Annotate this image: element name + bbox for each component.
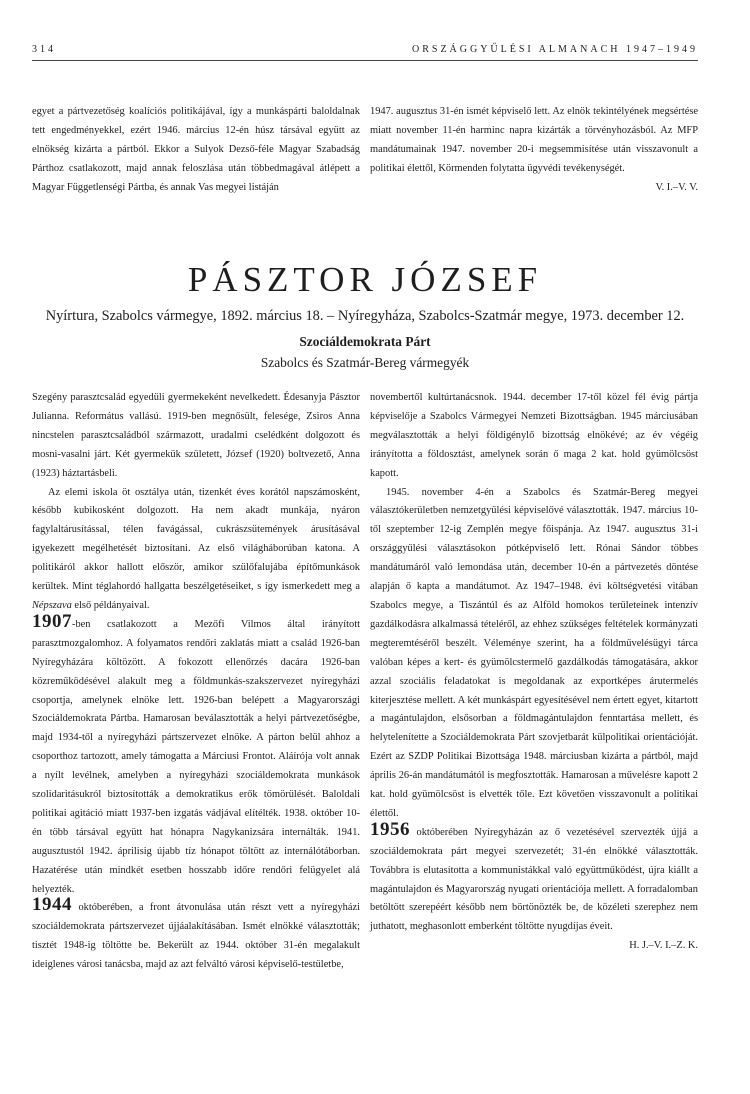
prev-entry-left-text: egyet a pártvezetőség koalíciós politikájával, így a munkáspárti baloldalnak tett engedményekkel, ezért 1946. március 12-én húsz társával együtt az elnökség kizárta a pártból. Ekkor a Sulyok Dezső-féle Magyar Szabadság Párthoz csatlakozott, majd annak feloszlása után többedmagával átlépett a Magyar Függetlenségi Pártba, és annak Vas megyei listáján [32,106,360,193]
entry-paragraph-early-life [32,484,360,616]
entry-party: Szociáldemokrata Párt [299,334,431,349]
prev-entry-right-column [370,103,698,198]
entry-paragraph-1945: 1945. november 4-én a Szabolcs és Szatmár-Bereg megyei választókerületben nemzetgyűlési képviselővé választották. 1947. március 10-től szeptember 12-ig Zemplén megye főispánja. Az 1947. augusztus 31-i országgyűlési választásokon pótképviselő lett. Rónai Sándor többes mandátumáról való lemondása után, december 10-én a pártvezetés döntése alapján ő kapta a mandátumot. Az 1947–1948. évi költségvetési vitában Szabolcs megye, a Tiszántúl és az Alföld homokos területeinek intenzív gazdálkodásra alkalmassá tételéről, az ehhez szükséges feltételek kormányzati megteremtéséről beszélt. Véleménye szerint, ha a földművelésügyi tárca valóban képes a kert- és gyümölcstermelő gazdálkodás támogatására, akkor azzal szociális feladatokat is megoldanak az exportképes árutermelés kiterjesztése mellett. A két munkáspárt egyesítésével nem értett egyet, kitartott a magántulajdon, elsősorban a földmagántulajdon fenntartása mellett, és helytelenítette a Szociáldemokrata Párt szovjetbarát külpolitikai orientációját. Ezért az SZDP Politikai Bizottsága 1948. márciusban kizárta a pártból, majd április 26-án mandátumától is megfosztották. Hamarosan a művelésre kapott 2 kat. hold gyümölcsöst is elvették tőle. Ezt követően visszavonult a politikai élettől. [370,486,698,819]
early-life-text: Az elemi iskola öt osztálya után, tizenkét éves korától napszámosként, később kubikosként dolgozott. Ha nem akadt munkája, nyáron fagylaltárusítással, télen favágással, cukrászsütemények árusításával igyekezett megélhetését biztosítani. Az első világháborúban katona. A politikáról akkor hallott először, amikor szülőfalujába építőmunkások kerültek. Mint téglahordó hallgatta beszélgetéseiket, s így ismerkedett meg a [32,486,360,593]
entry-paragraph-family: Szegény parasztcsalád egyedüli gyermekeként nevelkedett. Édesanyja Pásztor Julianna. Református vallású. 1919-ben megnősült, felesége, Zsiros Anna nincstelen parasztcsaládból származott, uradalmi cselédként dolgozott és mosni-vasalni járt. Két gyermekük született, József (1920) boltvezető, Anna (1923) háztartásbeli. [32,392,360,479]
entry-name: PÁSZTOR JÓZSEF [187,260,543,299]
entry-right-column [370,389,698,956]
text-1944: októberében, a front átvonulása után részt vett a nyíregyházi szociáldemokrata pártszervezet újjáalakításában. Ismét elnökké választották; tisztét 1948-ig töltötte be. Bekerült az 1944. október 31-én megalakult ideiglenes városi tanácsba, majd az azt felváltó városi képviselő-testületbe, [32,902,360,971]
entry-paragraph-1944 [32,894,360,975]
entry-left-column [32,389,360,975]
running-title: ORSZÁGGYŰLÉSI ALMANACH 1947–1949 [411,44,698,55]
entry-birth-death: Nyírtura, Szabolcs vármegye, 1892. március 18. – Nyíregyháza, Szabolcs-Szatmár megye, 1973. december 12. [45,308,685,324]
entry-district: Szabolcs és Szatmár-Bereg vármegyék [260,355,470,370]
entry-paragraph-1907 [32,610,360,900]
year-1907: 1907 [32,610,72,632]
page-header [32,42,698,61]
prev-entry-right-text: 1947. augusztus 31-én ismét képviselő lett. Az elnök tekintélyének megsértése miatt november 11-én harminc napra kizárták a törvényhozásból. Az MFP mandátumainak 1947. november 20-i megsemmisítése után visszavonult a politikai élettől, Körmenden folytatta ügyvédi tevékenységét. [370,106,698,174]
year-1956: 1956 [370,818,410,840]
text-1956: októberében Nyíregyházán az ő vezetésével szervezték újjá a szociáldemokrata párt megyei szervezetét; 31-én elnökké választották. Továbbra is elutasította a kommunistákkal való együttműködést, újra kiállt a magántulajdon és Magyarország nyugati orientációja mellett. A forradalomban betöltött szerepéért később nem börtönözték be, de közéleti szerephez nem juthatott, meghasonlott emberként töltötte nyugdíjas éveit. [370,826,698,933]
entry-paragraph-1956 [370,818,698,937]
prev-entry-left-column [32,103,360,198]
early-life-text-end: első példányaival. [71,599,150,611]
prev-entry-signature: V. I.–V. V. [655,181,698,193]
page-number: 314 [32,44,56,55]
nepszava-title: Népszava [32,599,72,611]
entry-paragraph-1944-continued: novembertől kultúrtanácsnok. 1944. december 17-től közel fél évig pártja képviselője a Szabolcs Vármegyei Nemzeti Bizottságban. 1945 márciusában megválasztották a helyi földigénylő bizottság elnökévé; az év végéig irányította a földosztást, amelynek során ő maga 2 kat. hold gyümölcsöst kapott. [370,392,698,479]
year-1944: 1944 [32,894,72,916]
entry-signature: H. J.–V. I.–Z. K. [629,940,698,952]
text-1907: -ben csatlakozott a Mezőfi Vilmos által irányított parasztmozgalomhoz. A folyamatos rendőri zaklatás miatt a család 1926-ban Nyíregyházára költözött. A fokozott ellenőrzés dacára 1926-ban közreműködésével alakult meg a földmunkás-szakszervezet nyíregyházi csoportja, amelynek elnöke lett. 1926-ban belépett a Magyarországi Szociáldemokrata Pártba. Hamarosan beválasztották a helyi pártvezetőségbe, majd 1934-től a nyíregyházi pártszervezet elnöke. A párton belül ahhoz a csoporthoz tartozott, amely támogatta a Márciusi Frontot. Aláírója volt annak a nyílt levélnek, amelyben a nyíregyházi szociáldemokrata munkások szolidaritásukról biztosították a demokratikus erők tömörülését. Baloldali politikai agitáció miatt 1937-ben izgatás vádjával elítélték. 1938. október 10-én több társával együtt hat hónapra Nagykanizsára internálták. 1941. augusztustól 1942. áprilisig újabb tíz hónapot töltött az internálótáborban. Hazatérése után mindkét esetben hosszabb időre rendőri felügyelet alá helyezték. [32,618,360,895]
